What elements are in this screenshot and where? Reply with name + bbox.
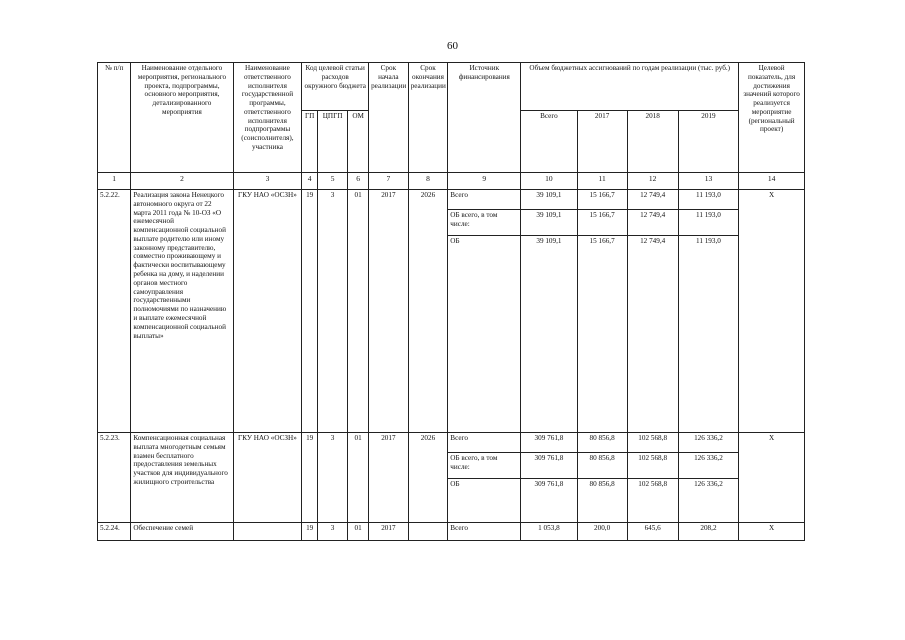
header-target: Целевой показатель, для достижения значений которого реализуется мероприятие (региональный проект) (739, 63, 805, 173)
measure-name: Обеспечение семей (131, 523, 233, 541)
header-number: № п/п (98, 63, 131, 173)
amount-2017: 200,0 (577, 523, 627, 541)
amount-2019: 126 336,2 (678, 479, 738, 523)
amount-2018: 102 568,8 (627, 433, 678, 453)
index-cell: 1 (98, 173, 131, 190)
amount-total: 39 109,1 (521, 236, 577, 433)
index-cell: 4 (302, 173, 318, 190)
code-cipgp: 3 (317, 523, 347, 541)
target-indicator: Х (739, 523, 805, 541)
amount-2019: 11 193,0 (678, 190, 738, 210)
header-code-group: Код целевой статьи расходов окружного бюджета (302, 63, 369, 111)
finance-source: Всего (448, 433, 521, 453)
header-executor: Наименование ответственного исполнителя государственной программы, ответственного исполнителя подпрограммы (соисполнителя), участника (233, 63, 302, 173)
index-cell: 7 (369, 173, 409, 190)
index-cell: 10 (521, 173, 577, 190)
index-cell: 3 (233, 173, 302, 190)
finance-source: ОБ (448, 236, 521, 433)
amount-2019: 126 336,2 (678, 453, 738, 479)
start-year: 2017 (369, 433, 409, 523)
index-cell: 12 (627, 173, 678, 190)
amount-total: 309 761,8 (521, 479, 577, 523)
code-om: 01 (348, 190, 369, 433)
amount-2018: 645,6 (627, 523, 678, 541)
index-cell: 5 (317, 173, 347, 190)
amount-2018: 12 749,4 (627, 210, 678, 236)
finance-source: Всего (448, 190, 521, 210)
end-year (408, 523, 448, 541)
finance-source: Всего (448, 523, 521, 541)
executor: ГКУ НАО «ОСЗН» (233, 190, 302, 433)
header-2017: 2017 (577, 111, 627, 173)
target-indicator: Х (739, 433, 805, 523)
measure-name: Реализация закона Ненецкого автономного округа от 22 марта 2011 года № 10-ОЗ «О ежемесячной компенсационной социальной выплате родителю или иному законному представителю, совместно проживающему и фактически воспитывающему ребенка на дому, и наделении органов местного самоуправления государственными полномочиями по назначению и выплате ежемесячной компенсационной социальной выплаты» (131, 190, 233, 433)
index-cell: 11 (577, 173, 627, 190)
amount-2018: 102 568,8 (627, 453, 678, 479)
header-start: Срок начала реализации (369, 63, 409, 173)
amount-total: 1 053,8 (521, 523, 577, 541)
amount-total: 39 109,1 (521, 190, 577, 210)
budget-table (97, 62, 805, 541)
amount-2019: 11 193,0 (678, 236, 738, 433)
executor: ГКУ НАО «ОСЗН» (233, 433, 302, 523)
amount-2017: 80 856,8 (577, 453, 627, 479)
header-2019: 2019 (678, 111, 738, 173)
amount-2017: 80 856,8 (577, 479, 627, 523)
header-total: Всего (521, 111, 577, 173)
code-om: 01 (348, 523, 369, 541)
header-om: ОМ (348, 111, 369, 173)
header-measure-name: Наименование отдельного мероприятия, регионального проекта, подпрограммы, основного мероприятия, детализированного мероприятия (131, 63, 233, 173)
amount-total: 309 761,8 (521, 453, 577, 479)
row-number: 5.2.24. (98, 523, 131, 541)
table-row (98, 190, 805, 210)
index-cell: 6 (348, 173, 369, 190)
index-cell: 9 (448, 173, 521, 190)
amount-2018: 12 749,4 (627, 236, 678, 433)
target-indicator: Х (739, 190, 805, 433)
row-number: 5.2.23. (98, 433, 131, 523)
amount-2018: 12 749,4 (627, 190, 678, 210)
index-cell: 13 (678, 173, 738, 190)
start-year: 2017 (369, 190, 409, 433)
amount-2019: 11 193,0 (678, 210, 738, 236)
code-om: 01 (348, 433, 369, 523)
amount-2017: 15 166,7 (577, 210, 627, 236)
header-gp: ГП (302, 111, 318, 173)
amount-2018: 102 568,8 (627, 479, 678, 523)
table-row (98, 433, 805, 453)
amount-total: 309 761,8 (521, 433, 577, 453)
amount-2019: 208,2 (678, 523, 738, 541)
start-year: 2017 (369, 523, 409, 541)
amount-total: 39 109,1 (521, 210, 577, 236)
measure-name: Компенсационная социальная выплата многодетным семьям взамен бесплатного предоставления земельных участков для индивидуального жилищного строительства (131, 433, 233, 523)
code-cipgp: 3 (317, 433, 347, 523)
end-year: 2026 (408, 190, 448, 433)
executor (233, 523, 302, 541)
header-2018: 2018 (627, 111, 678, 173)
code-gp: 19 (302, 190, 318, 433)
amount-2017: 15 166,7 (577, 236, 627, 433)
row-number: 5.2.22. (98, 190, 131, 433)
amount-2017: 80 856,8 (577, 433, 627, 453)
index-cell: 2 (131, 173, 233, 190)
end-year: 2026 (408, 433, 448, 523)
table-row (98, 523, 805, 541)
index-cell: 8 (408, 173, 448, 190)
header-volume-group: Объем бюджетных ассигнований по годам реализации (тыс. руб.) (521, 63, 739, 111)
code-cipgp: 3 (317, 190, 347, 433)
finance-source: ОБ (448, 479, 521, 523)
page-number: 60 (447, 40, 458, 52)
finance-source: ОБ всего, в том числе: (448, 210, 521, 236)
amount-2017: 15 166,7 (577, 190, 627, 210)
code-gp: 19 (302, 433, 318, 523)
code-gp: 19 (302, 523, 318, 541)
header-cipgp: ЦПГП (317, 111, 347, 173)
header-end: Срок окончания реализации (408, 63, 448, 173)
finance-source: ОБ всего, в том числе: (448, 453, 521, 479)
index-cell: 14 (739, 173, 805, 190)
column-index-row (98, 173, 805, 190)
header-source: Источник финансирования (448, 63, 521, 173)
amount-2019: 126 336,2 (678, 433, 738, 453)
